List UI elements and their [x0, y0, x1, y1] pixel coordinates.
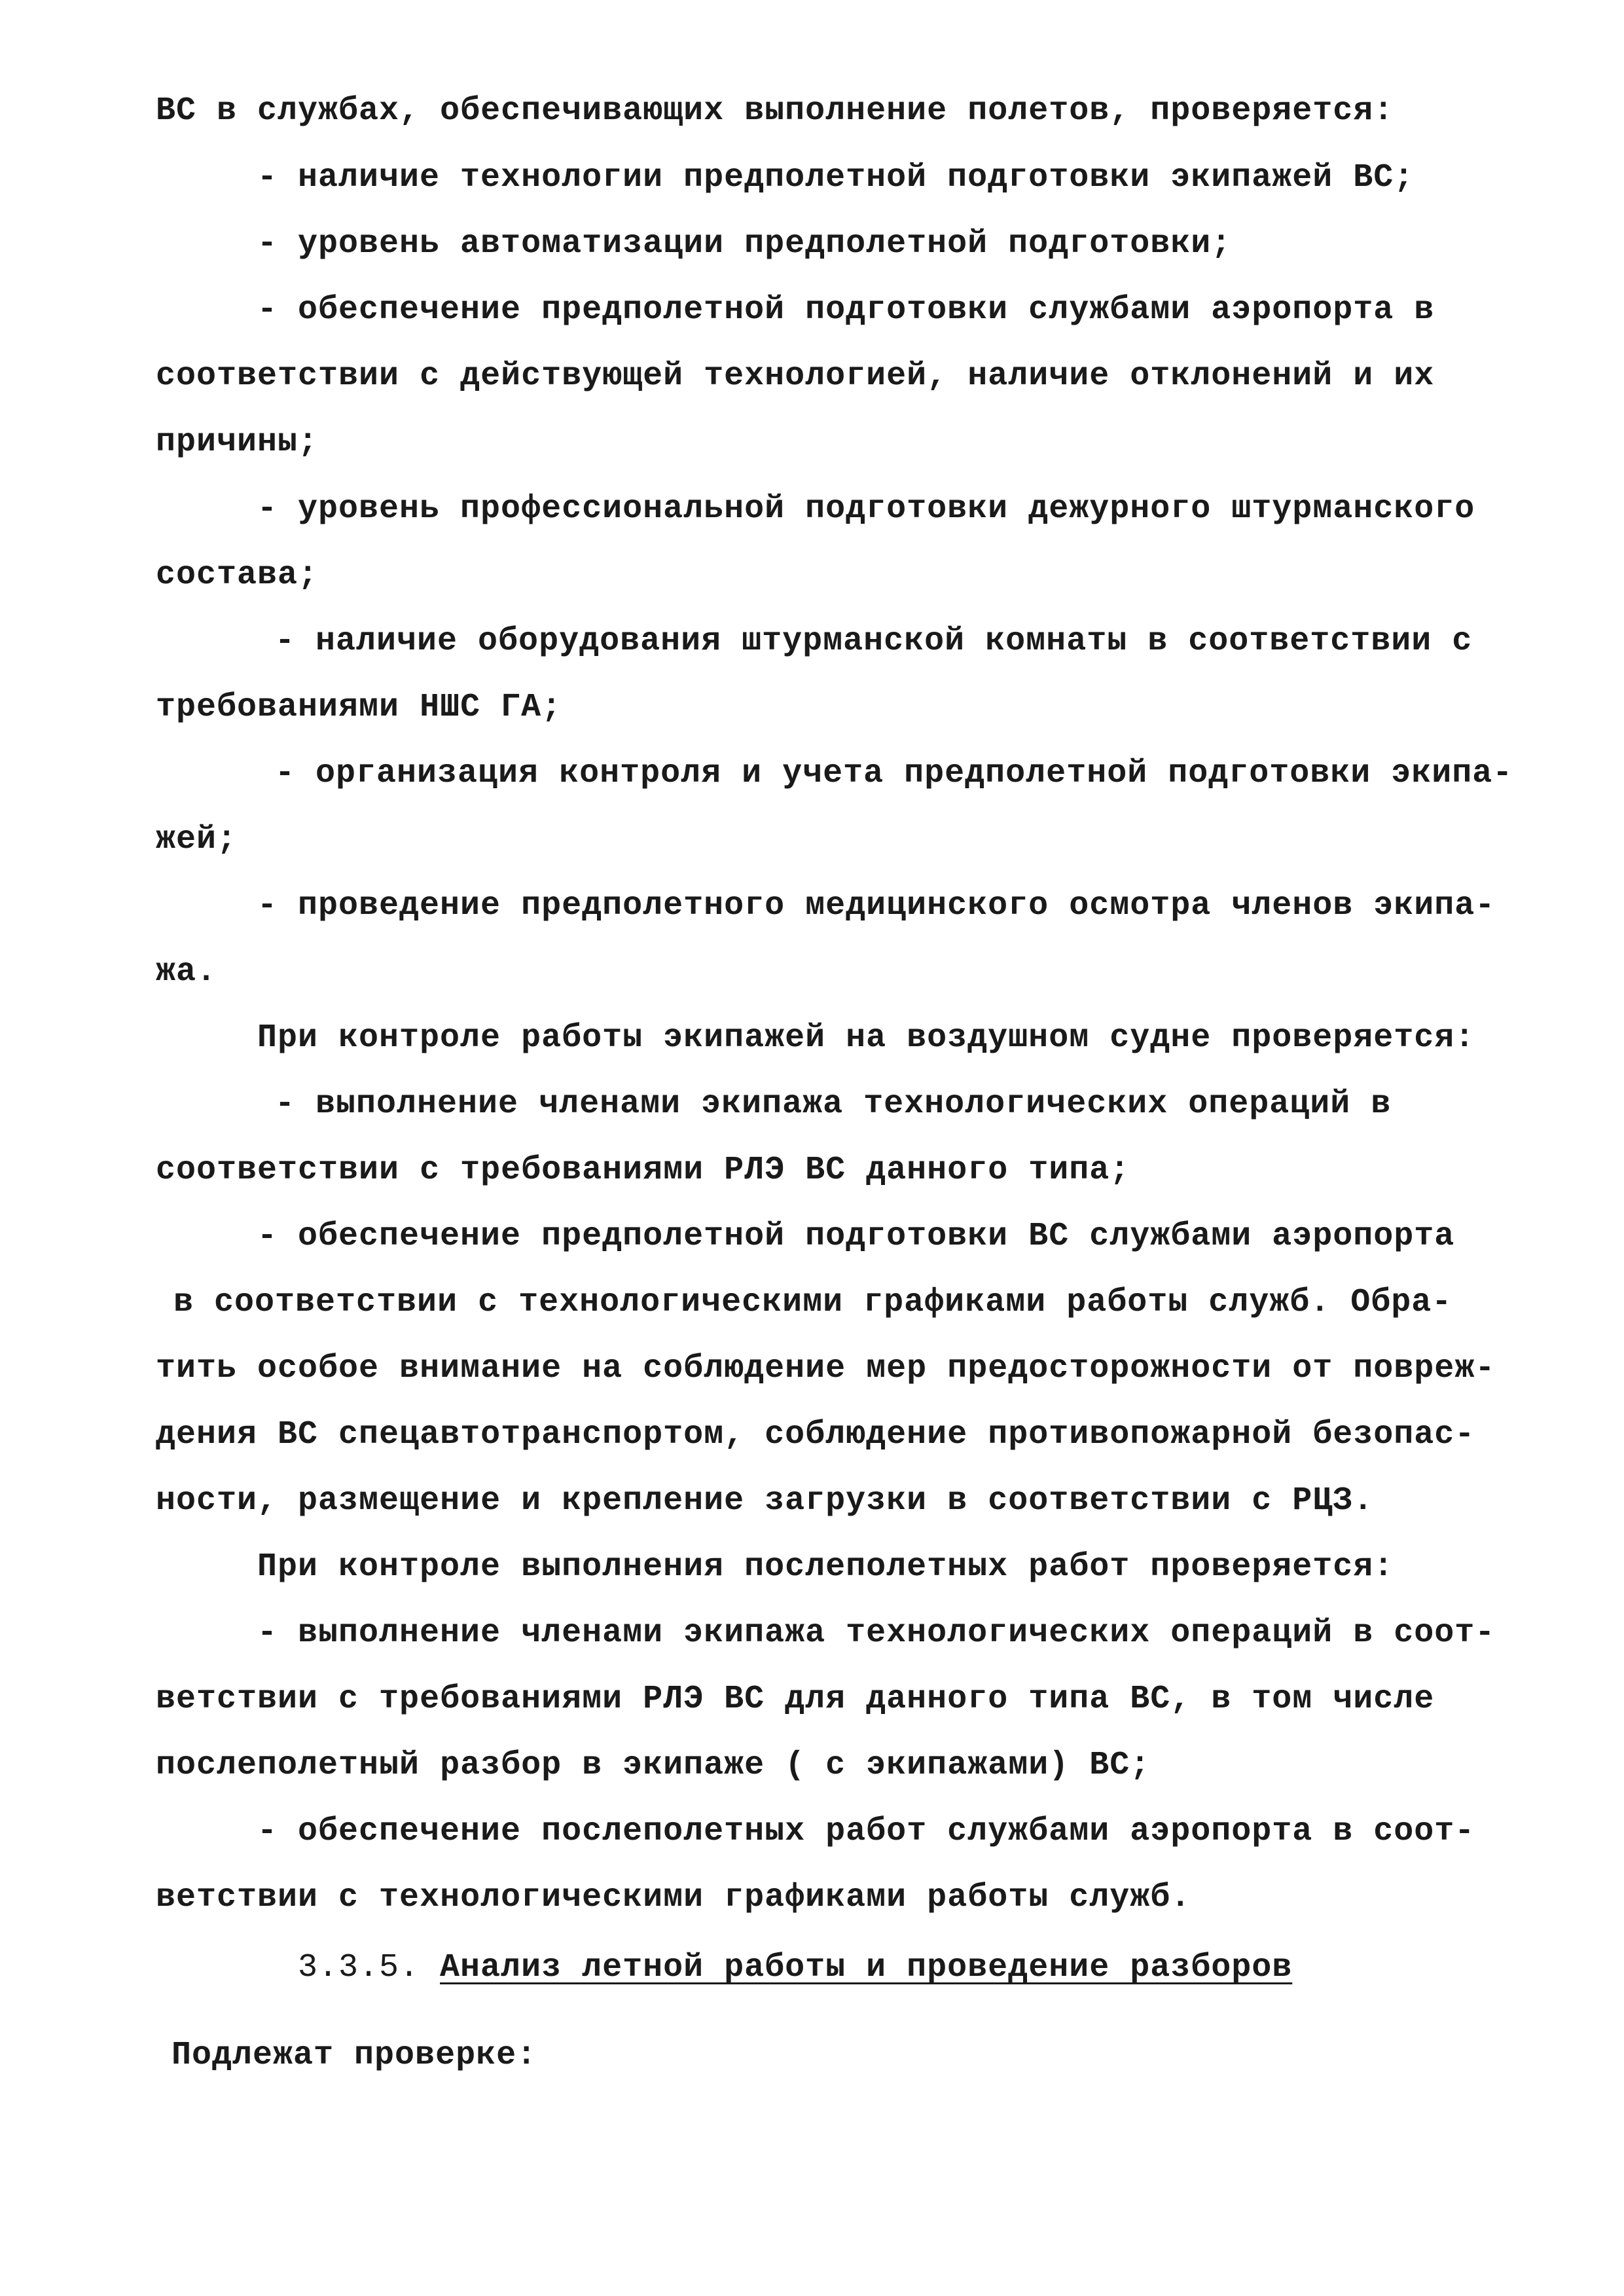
text-line: состава;: [156, 556, 319, 594]
text-line: - наличие технологии предполетной подготовки экипажей ВС;: [257, 159, 1415, 196]
text-line: Подлежат проверке:: [171, 2037, 537, 2074]
text-line: послеполетный разбор в экипаже ( с экипажами) ВС;: [156, 1747, 1151, 1784]
section-heading: [298, 1948, 1292, 1988]
text-line: дения ВС спецавтотранспортом, соблюдение противопожарной безопас-: [156, 1416, 1475, 1453]
text-line: - уровень автоматизации предполетной подготовки;: [257, 225, 1232, 263]
text-line: соответствии с действующей технологией, наличие отклонений и их: [156, 357, 1435, 395]
text-line: ВС в службах, обеспечивающих выполнение полетов, проверяется:: [156, 92, 1394, 130]
text-line: - обеспечение предполетной подготовки службами аэропорта в: [257, 291, 1435, 329]
text-line: - обеспечение послеполетных работ службами аэропорта в соот-: [257, 1813, 1475, 1850]
text-line: в соответствии с технологическими графиками работы служб. Обра-: [173, 1284, 1453, 1321]
text-line: - выполнение членами экипажа технологических операций в соот-: [257, 1614, 1496, 1652]
text-line: - организация контроля и учета предполетной подготовки экипа-: [275, 755, 1513, 792]
text-line: При контроле работы экипажей на воздушном судне проверяется:: [257, 1019, 1475, 1057]
text-line: ветствии с требованиями РЛЭ ВС для данного типа ВС, в том числе: [156, 1681, 1435, 1718]
text-line: - выполнение членами экипажа технологических операций в: [275, 1085, 1392, 1123]
section-title: Анализ летной работы и проведение разборов: [440, 1949, 1293, 1986]
section-number: 3.3.5.: [298, 1949, 420, 1986]
text-line: - проведение предполетного медицинского осмотра членов экипа-: [257, 887, 1496, 924]
text-line: причины;: [156, 424, 319, 461]
text-line: требованиями НШС ГА;: [156, 689, 562, 726]
text-line: - наличие оборудования штурманской комнаты в соответствии с: [275, 623, 1473, 660]
text-line: соответствии с требованиями РЛЭ ВС данного типа;: [156, 1152, 1130, 1189]
text-line: - уровень профессиональной подготовки дежурного штурманского: [257, 490, 1475, 528]
text-line: тить особое внимание на соблюдение мер предосторожности от повреж-: [156, 1350, 1496, 1387]
text-line: ветствии с технологическими графиками работы служб.: [156, 1879, 1191, 1916]
text-line: - обеспечение предполетной подготовки ВС службами аэропорта: [257, 1218, 1455, 1255]
text-line: жей;: [156, 821, 238, 858]
text-line: При контроле выполнения послеполетных работ проверяется:: [257, 1548, 1394, 1586]
text-line: жа.: [156, 953, 217, 991]
text-line: ности, размещение и крепление загрузки в соответствии с РЦЗ.: [156, 1482, 1374, 1520]
